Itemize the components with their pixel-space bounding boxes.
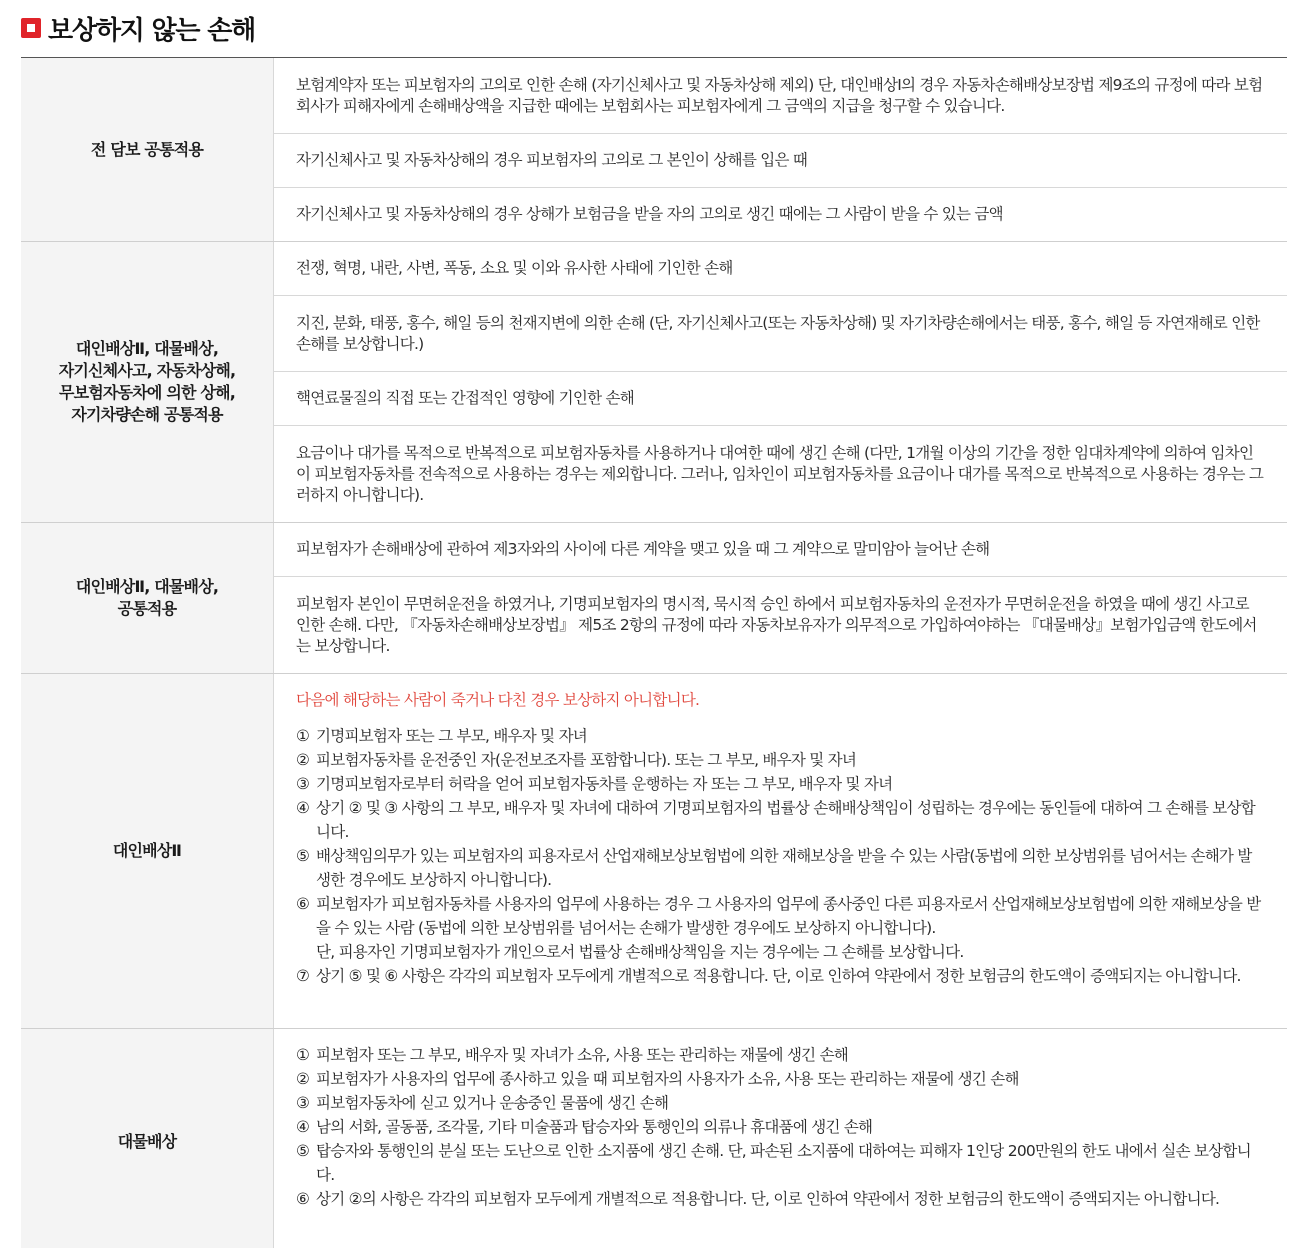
group-property-damage (21, 1029, 1287, 1248)
group-header (21, 58, 274, 241)
list-number: ⑥ (296, 1190, 310, 1208)
list-item (296, 892, 1265, 964)
table-row (274, 372, 1287, 426)
list-item (296, 1043, 1265, 1067)
table-row (274, 188, 1287, 241)
list-text: 피보험자가 사용자의 업무에 종사하고 있을 때 피보험자의 사용자가 소유, 사용 또는 관리하는 재물에 생긴 손해 (316, 1070, 1019, 1088)
group-header (21, 523, 274, 673)
list-number: ② (296, 1070, 310, 1088)
list-text: 단, 피용자인 기명피보험자가 개인으로서 법률상 손해배상책임을 지는 경우에는 그 손해를 보상합니다. (316, 943, 964, 961)
list-item (296, 796, 1265, 844)
row-text: 지진, 분화, 태풍, 홍수, 해일 등의 천재지변에 의한 손해 (단, 자기신체사고(또는 자동차상해) 및 자기차량손해에서는 태풍, 홍수, 해일 등 자연재해로 인한 손해를 보상합니다.) (296, 313, 1260, 353)
list-number: ① (296, 727, 310, 745)
table-row (274, 577, 1287, 673)
list-number: ④ (296, 1118, 310, 1136)
list-text: 상기 ② 및 ③ 사항의 그 부모, 배우자 및 자녀에 대하여 기명피보험자의 법률상 손해배상책임이 성립하는 경우에는 동인들에 대하여 그 손해를 보상합니다. (316, 799, 1255, 841)
row-text: 피보험자 본인이 무면허운전을 하였거나, 기명피보험자의 명시적, 묵시적 승인 하에서 피보험자동차의 운전자가 무면허운전을 하였을 때에 생긴 사고로 인한 손해. 다만, 『자동차손해배상보장법』 제5조 2항의 규정에 따라 자동차보유자가 의무적으로 가입하여야하는 『대물배상』보험가입금액 한도에서는 보상합니다. (296, 594, 1257, 655)
square-bullet-icon (21, 18, 41, 38)
group-header-line: 자기차량손해 공통적용 (71, 405, 223, 424)
row-text: 핵연료물질의 직접 또는 간접적인 영향에 기인한 손해 (296, 389, 634, 407)
group-header-line: 대물배상 (117, 1131, 177, 1151)
group-body (274, 674, 1287, 1028)
group-header-line: 대인배상Ⅱ, 대물배상, (75, 577, 219, 596)
list-number: ⑤ (296, 847, 310, 865)
warning-text: 다음에 해당하는 사람이 죽거나 다친 경우 보상하지 아니합니다. (296, 691, 700, 709)
list-text: 남의 서화, 골동품, 조각물, 기타 미술품과 탑승자와 통행인의 의류나 휴대품에 생긴 손해 (316, 1118, 873, 1136)
group-body (274, 242, 1287, 522)
table-row (274, 296, 1287, 372)
list-item (296, 1067, 1265, 1091)
list-text: 피보험자 또는 그 부모, 배우자 및 자녀가 소유, 사용 또는 관리하는 재물에 생긴 손해 (316, 1046, 849, 1064)
list-item (296, 1187, 1265, 1211)
page-title: 보상하지 않는 손해 (48, 15, 256, 46)
list-item (296, 964, 1265, 988)
list-text: 탑승자와 통행인의 분실 또는 도난으로 인한 소지품에 생긴 손해. 단, 파손된 소지품에 대하여는 피해자 1인당 200만원의 한도 내에서 실손 보상합니다. (316, 1142, 1251, 1184)
list-number: ③ (296, 775, 310, 793)
list-text: 피보험자가 피보험자동차를 사용자의 업무에 사용하는 경우 그 사용자의 업무에 종사중인 다른 피용자로서 산업재해보상보험법에 의한 재해보상을 받을 수 있는 사람 (동법에 의한 보상범위를 넘어서는 손해가 발생한 경우에도 보상하지 아니합니다). (316, 895, 1261, 937)
group-common-partial (21, 242, 1287, 523)
list-text: 상기 ⑤ 및 ⑥ 사항은 각각의 피보험자 모두에게 개별적으로 적용합니다. 단, 이로 인하여 약관에서 정한 보험금의 한도액이 증액되지는 아니합니다. (316, 967, 1241, 985)
list-text: 상기 ②의 사항은 각각의 피보험자 모두에게 개별적으로 적용합니다. 단, 이로 인하여 약관에서 정한 보험금의 한도액이 증액되지는 아니합니다. (316, 1190, 1220, 1208)
list-number: ③ (296, 1094, 310, 1112)
list-item (296, 844, 1265, 892)
group-header (21, 242, 274, 522)
group-body (274, 58, 1287, 241)
group-header-line: 전 담보 공통적용 (90, 139, 204, 159)
group-header-line: 공통적용 (117, 599, 177, 618)
group-body (274, 523, 1287, 673)
section-heading (21, 10, 255, 46)
list-number: ② (296, 751, 310, 769)
row-text: 피보험자가 손해배상에 관하여 제3자와의 사이에 다른 계약을 맺고 있을 때 그 계약으로 말미암아 늘어난 손해 (296, 540, 990, 558)
table-row (274, 242, 1287, 296)
list-item (296, 748, 1265, 772)
list-text: 기명피보험자로부터 허락을 얻어 피보험자동차를 운행하는 자 또는 그 부모, 배우자 및 자녀 (316, 775, 893, 793)
row-text: 자기신체사고 및 자동차상해의 경우 상해가 보험금을 받을 자의 고의로 생긴 때에는 그 사람이 받을 수 있는 금액 (296, 205, 1003, 223)
group-body (274, 1029, 1287, 1248)
list-number: ⑤ (296, 1142, 310, 1160)
group-header-line: 대인배상Ⅱ (112, 841, 182, 860)
group-bodily-property (21, 523, 1287, 674)
list-item (296, 1115, 1265, 1139)
list-item (296, 1091, 1265, 1115)
list-text: 배상책임의무가 있는 피보험자의 피용자로서 산업재해보상보험법에 의한 재해보상을 받을 수 있는 사람(동법에 의한 보상범위를 넘어서는 손해가 발생한 경우에도 보상하지 아니합니다). (316, 847, 1252, 889)
table-row (274, 134, 1287, 188)
list-number: ④ (296, 799, 310, 817)
list-text: 피보험자동차에 싣고 있거나 운송중인 물품에 생긴 손해 (316, 1094, 669, 1112)
table-row (274, 58, 1287, 134)
group-header-line: 자기신체사고, 자동차상해, (58, 361, 236, 380)
exclusions-table (21, 57, 1287, 1248)
group-header-line: 무보험자동차에 의한 상해, (58, 383, 236, 402)
list-number: ⑦ (296, 967, 310, 985)
list-item (296, 772, 1265, 796)
row-text: 자기신체사고 및 자동차상해의 경우 피보험자의 고의로 그 본인이 상해를 입은 때 (296, 151, 808, 169)
table-row (274, 426, 1287, 522)
group-header (21, 674, 274, 1028)
list-item (296, 724, 1265, 748)
group-bodily-injury-2 (21, 674, 1287, 1029)
list-text: 기명피보험자 또는 그 부모, 배우자 및 자녀 (316, 727, 588, 745)
list-item (296, 1139, 1265, 1187)
row-text: 요금이나 대가를 목적으로 반복적으로 피보험자동차를 사용하거나 대여한 때에 생긴 손해 (다만, 1개월 이상의 기간을 정한 임대차계약에 의하여 임차인이 피보험자동차를 전속적으로 사용하는 경우는 제외합니다. 그러나, 임차인이 피보험자동차를 요금이나 대가를 목적으로 반복적으로 사용하는 경우는 그러하지 아니합니다). (296, 443, 1264, 504)
group-common-all (21, 58, 1287, 242)
row-text: 전쟁, 혁명, 내란, 사변, 폭동, 소요 및 이와 유사한 사태에 기인한 손해 (296, 259, 733, 277)
group-header (21, 1029, 274, 1248)
row-text: 보험계약자 또는 피보험자의 고의로 인한 손해 (자기신체사고 및 자동차상해 제외) 단, 대인배상Ⅰ의 경우 자동차손해배상보장법 제9조의 규정에 따라 보험회사가 피해자에게 손해배상액을 지급한 때에는 보험회사는 피보험자에게 그 금액의 지급을 청구할 수 있습니다. (296, 75, 1263, 115)
list-number: ① (296, 1046, 310, 1064)
list-text: 피보험자동차를 운전중인 자(운전보조자를 포함합니다). 또는 그 부모, 배우자 및 자녀 (316, 751, 857, 769)
group-header-line: 대인배상Ⅱ, 대물배상, (75, 339, 219, 358)
table-row (274, 523, 1287, 577)
list-number: ⑥ (296, 895, 310, 913)
